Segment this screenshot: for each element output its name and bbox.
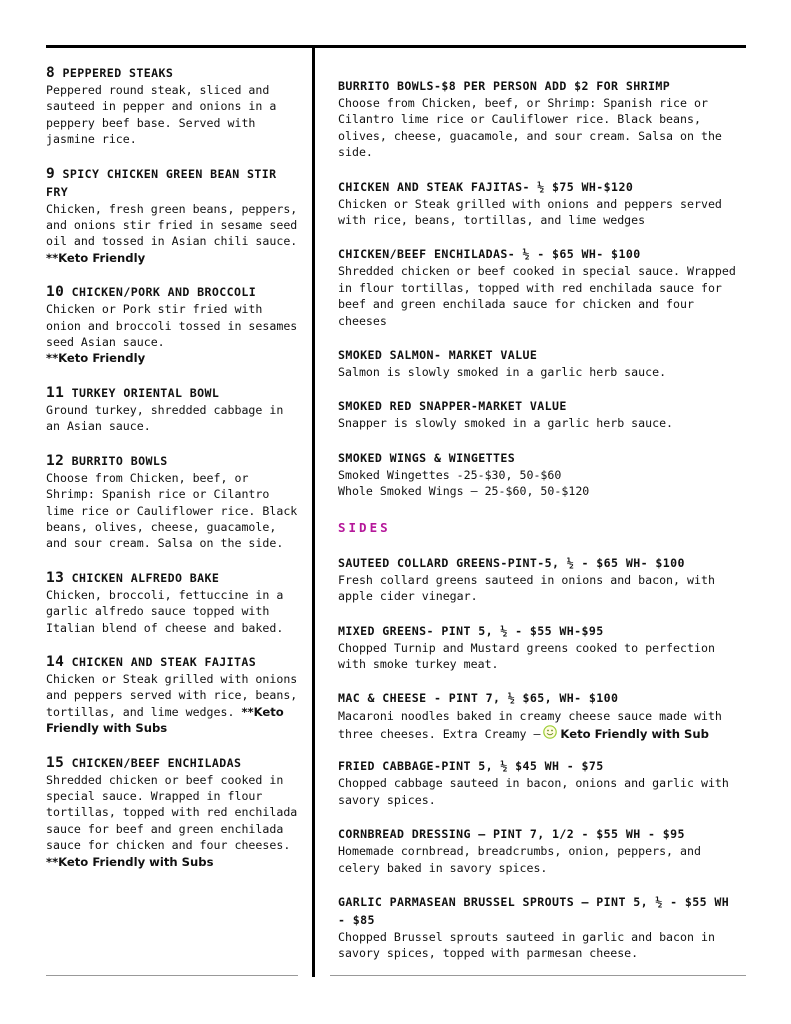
item-description: Chicken or Steak grilled with onions and peppers served with rice, beans, tortillas, and lime wedges xyxy=(338,196,722,228)
item-description: Peppered round steak, sliced and sauteed in pepper and onions in a peppery beef base. Served with jasmine rice. xyxy=(46,83,277,147)
item-description xyxy=(46,301,304,367)
item-description xyxy=(46,772,304,870)
item-description: Choose from Chicken, beef, or Shrimp: Spanish rice or Cilantro lime rice or Cauliflower rice. Black beans, olives, cheese, guacamole, and sour cream. Salsa on the side. xyxy=(46,470,298,551)
item-name: CHICKEN AND STEAK FAJITAS xyxy=(71,654,257,669)
item-number: 11 xyxy=(46,384,65,401)
item-name: PEPPERED STEAKS xyxy=(62,66,174,80)
item-description: Shredded chicken or beef cooked in special sauce. Wrapped in flour tortillas, topped with red enchilada sauce for beef and green enchilada sauce for chicken and four cheeses xyxy=(338,264,736,328)
item-name: TURKEY ORIENTAL BOWL xyxy=(71,385,220,400)
keto-note: **Keto Friendly xyxy=(46,250,146,265)
item-description-line: Smoked Wingettes -25-$30, 50-$60 xyxy=(338,467,562,482)
bottom-divider-left xyxy=(46,975,298,976)
item-number: 15 xyxy=(46,754,65,771)
bottom-divider-right xyxy=(330,975,746,976)
sides-heading: SIDES xyxy=(338,519,391,535)
item-description-text: Macaroni noodles baked in creamy cheese sauce made with three cheeses. Extra Creamy – xyxy=(338,709,722,742)
item-name: SPICY CHICKEN GREEN BEAN STIR FRY xyxy=(46,166,277,199)
item-number: 13 xyxy=(46,569,65,586)
item-description: Salmon is slowly smoked in a garlic herb sauce. xyxy=(338,365,667,380)
item-title: MIXED GREENS- PINT 5, ½ - $55 WH-$95 xyxy=(338,623,604,638)
item-title: MAC & CHEESE - PINT 7, ½ $65, WH- $100 xyxy=(338,691,619,706)
menu-item-13 xyxy=(46,569,304,636)
menu-item-8 xyxy=(46,64,304,148)
left-column xyxy=(46,64,304,870)
right-column xyxy=(338,77,738,962)
top-divider xyxy=(46,45,746,48)
side-item-mixed-greens xyxy=(338,622,738,673)
item-description xyxy=(338,707,738,743)
item-title xyxy=(46,452,304,470)
item-description: Fresh collard greens sauteed in onions and bacon, with apple cider vinegar. xyxy=(338,572,715,604)
item-title: SMOKED WINGS & WINGETTES xyxy=(338,450,516,465)
item-title: SMOKED SALMON- MARKET VALUE xyxy=(338,348,538,363)
item-description: Chopped Brussel sprouts sauteed in garlic and bacon in savory spices, topped with parmesan cheese. xyxy=(338,929,715,961)
item-title: FRIED CABBAGE-PINT 5, ½ $45 WH - $75 xyxy=(338,759,604,774)
item-name: CHICKEN/BEEF ENCHILADAS xyxy=(71,755,242,770)
item-title: CORNBREAD DRESSING – PINT 7, 1/2 - $55 WH - $95 xyxy=(338,827,685,842)
item-number: 10 xyxy=(46,284,65,301)
catering-item-enchiladas xyxy=(338,245,738,329)
item-description-text: Chicken or Steak grilled with onions and peppers served with rice, beans, tortillas, and lime wedges. xyxy=(46,671,298,719)
menu-item-12 xyxy=(46,452,304,552)
item-description: Ground turkey, shredded cabbage in an Asian sauce. xyxy=(46,402,284,434)
item-number: 8 xyxy=(46,65,56,81)
keto-note: **Keto Friendly with Subs xyxy=(46,854,214,869)
item-description: Chopped cabbage sauteed in bacon, onions and garlic with savory spices. xyxy=(338,776,729,807)
item-title: BURRITO BOWLS-$8 PER PERSON ADD $2 FOR SHRIMP xyxy=(338,79,671,93)
side-item-cornbread-dressing xyxy=(338,825,738,876)
item-name: CHICKEN ALFREDO BAKE xyxy=(71,570,220,585)
keto-note: **Keto Friendly with Subs xyxy=(46,704,284,736)
catering-item-smoked-salmon xyxy=(338,346,738,380)
item-number: 12 xyxy=(46,452,65,469)
menu-item-11 xyxy=(46,384,304,435)
item-title xyxy=(46,754,304,772)
item-description-line: Whole Smoked Wings – 25-$60, 50-$120 xyxy=(338,484,590,499)
item-description: Chopped Turnip and Mustard greens cooked to perfection with smoke turkey meat. xyxy=(338,640,715,671)
keto-note: **Keto Friendly xyxy=(46,351,146,366)
item-description xyxy=(46,671,304,737)
side-item-fried-cabbage xyxy=(338,757,738,808)
item-description: Choose from Chicken, beef, or Shrimp: Spanish rice or Cilantro lime rice or Cauliflower rice. Black beans, olives, cheese, guacamole, and sour cream. Salsa on the side. xyxy=(338,96,722,160)
item-description-text: Chicken or Pork stir fried with onion and broccoli tossed in sesames seed Asian sauce. xyxy=(46,302,298,350)
menu-item-15 xyxy=(46,754,304,870)
column-divider xyxy=(312,45,315,977)
item-title: SMOKED RED SNAPPER-MARKET VALUE xyxy=(338,399,567,414)
item-title xyxy=(46,283,304,301)
item-title xyxy=(46,64,304,82)
side-item-collard-greens xyxy=(338,554,738,605)
item-title: SAUTEED COLLARD GREENS-PINT-5, ½ - $65 WH- $100 xyxy=(338,555,685,570)
item-title: CHICKEN AND STEAK FAJITAS- ½ $75 WH-$120 xyxy=(338,179,634,194)
catering-item-smoked-wings xyxy=(338,449,738,500)
catering-item-burrito-bowls xyxy=(338,77,738,161)
item-title xyxy=(46,384,304,402)
item-number: 9 xyxy=(46,165,56,182)
item-title xyxy=(46,569,304,587)
item-title: CHICKEN/BEEF ENCHILADAS- ½ - $65 WH- $100 xyxy=(338,247,641,262)
keto-note: Keto Friendly with Sub xyxy=(560,727,709,742)
side-item-mac-and-cheese xyxy=(338,689,738,743)
smiley-face-icon xyxy=(543,725,557,739)
item-description-text: Chicken, fresh green beans, peppers, and onions stir fried in sesame seed oil and tossed in Asian chili sauce. xyxy=(46,201,298,249)
item-title: GARLIC PARMASEAN BRUSSEL SPROUTS – PINT 5, ½ - $55 WH - $85 xyxy=(338,894,730,927)
item-description xyxy=(46,201,304,267)
item-description: Snapper is slowly smoked in a garlic herb sauce. xyxy=(338,416,674,431)
item-name: CHICKEN/PORK AND BROCCOLI xyxy=(71,285,257,300)
item-number: 14 xyxy=(46,653,65,670)
item-description: Homemade cornbread, breadcrumbs, onion, peppers, and celery baked in savory spices. xyxy=(338,844,701,875)
catering-item-fajitas xyxy=(338,178,738,229)
menu-item-9 xyxy=(46,165,304,267)
side-item-brussel-sprouts xyxy=(338,893,738,962)
item-description: Chicken, broccoli, fettuccine in a garlic alfredo sauce topped with Italian blend of cheese and baked. xyxy=(46,587,284,635)
menu-item-14 xyxy=(46,653,304,737)
item-title xyxy=(46,653,304,671)
item-description-text: Shredded chicken or beef cooked in special sauce. Wrapped in flour tortillas, topped with red enchilada sauce for beef and green enchilada sauce for chicken and four cheeses. xyxy=(46,772,298,853)
item-name: BURRITO BOWLS xyxy=(71,453,168,468)
catering-item-smoked-snapper xyxy=(338,397,738,431)
menu-item-10 xyxy=(46,283,304,367)
item-title xyxy=(46,165,304,201)
